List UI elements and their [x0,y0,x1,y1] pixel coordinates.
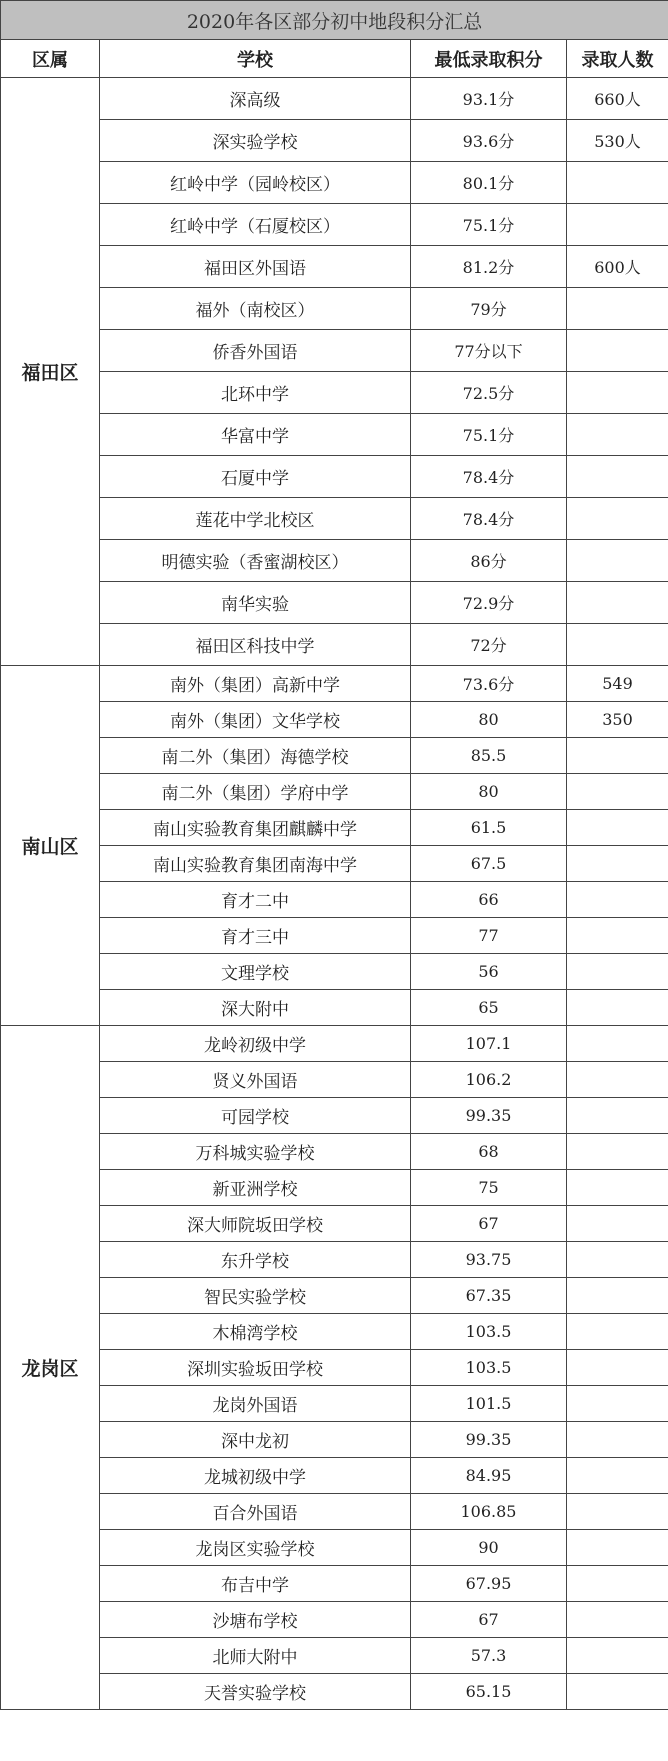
school-cell: 红岭中学（石厦校区） [100,204,411,246]
school-cell: 福田区外国语 [100,246,411,288]
school-cell: 南外（集团）文华学校 [100,702,411,738]
table-row [1,1278,668,1314]
school-cell: 南二外（集团）学府中学 [100,774,411,810]
min-score-cell: 72.5分 [411,372,567,414]
table-row [1,498,668,540]
school-cell: 可园学校 [100,1098,411,1134]
school-cell: 智民实验学校 [100,1278,411,1314]
school-cell: 天誉实验学校 [100,1674,411,1710]
min-score-cell: 67.95 [411,1566,567,1602]
min-score-cell: 67.5 [411,846,567,882]
table-row [1,624,668,666]
admitted-count-cell [567,1350,668,1386]
admitted-count-cell [567,1026,668,1062]
table-row [1,204,668,246]
school-cell: 木棉湾学校 [100,1314,411,1350]
admitted-count-cell [567,372,668,414]
school-cell: 万科城实验学校 [100,1134,411,1170]
school-cell: 东升学校 [100,1242,411,1278]
table-row [1,78,668,120]
admitted-count-cell [567,540,668,582]
header-district: 区属 [1,40,100,78]
admitted-count-cell [567,1566,668,1602]
school-cell: 侨香外国语 [100,330,411,372]
admitted-count-cell [567,882,668,918]
table-row [1,1062,668,1098]
min-score-cell: 61.5 [411,810,567,846]
table-row [1,702,668,738]
table-row [1,1458,668,1494]
admitted-count-cell: 660人 [567,78,668,120]
table-row [1,918,668,954]
table-row [1,246,668,288]
min-score-cell: 72.9分 [411,582,567,624]
school-cell: 百合外国语 [100,1494,411,1530]
district-cell: 龙岗区 [1,1026,100,1710]
admitted-count-cell [567,1242,668,1278]
table-row [1,1242,668,1278]
min-score-cell: 57.3 [411,1638,567,1674]
min-score-cell: 106.85 [411,1494,567,1530]
admitted-count-cell [567,1494,668,1530]
min-score-cell: 86分 [411,540,567,582]
table-row [1,1098,668,1134]
school-cell: 北师大附中 [100,1638,411,1674]
table-row [1,1350,668,1386]
admitted-count-cell [567,1638,668,1674]
table-row [1,738,668,774]
admitted-count-cell [567,582,668,624]
min-score-cell: 77 [411,918,567,954]
min-score-cell: 103.5 [411,1350,567,1386]
table-row [1,1170,668,1206]
table-row [1,1206,668,1242]
district-cell: 南山区 [1,666,100,1026]
min-score-cell: 75 [411,1170,567,1206]
school-cell: 沙塘布学校 [100,1602,411,1638]
header-admitted-count: 录取人数 [567,40,668,78]
admitted-count-cell [567,846,668,882]
admitted-count-cell [567,954,668,990]
admitted-count-cell [567,1206,668,1242]
table-row [1,1026,668,1062]
min-score-cell: 75.1分 [411,204,567,246]
admitted-count-cell [567,162,668,204]
admitted-count-cell [567,414,668,456]
min-score-cell: 85.5 [411,738,567,774]
table-row [1,1674,668,1710]
table-row [1,540,668,582]
min-score-cell: 65.15 [411,1674,567,1710]
table-title: 2020年各区部分初中地段积分汇总 [1,1,668,40]
school-cell: 北环中学 [100,372,411,414]
table-row [1,846,668,882]
min-score-cell: 84.95 [411,1458,567,1494]
school-cell: 深大附中 [100,990,411,1026]
table-row [1,162,668,204]
min-score-cell: 73.6分 [411,666,567,702]
admitted-count-cell [567,1170,668,1206]
min-score-cell: 65 [411,990,567,1026]
school-cell: 深大师院坂田学校 [100,1206,411,1242]
school-cell: 布吉中学 [100,1566,411,1602]
min-score-cell: 80 [411,702,567,738]
table-row [1,456,668,498]
min-score-cell: 75.1分 [411,414,567,456]
admitted-count-cell [567,774,668,810]
min-score-cell: 93.6分 [411,120,567,162]
admitted-count-cell: 549 [567,666,668,702]
school-cell: 南二外（集团）海德学校 [100,738,411,774]
table-row [1,1422,668,1458]
school-cell: 文理学校 [100,954,411,990]
district-cell: 福田区 [1,78,100,666]
admitted-count-cell [567,738,668,774]
min-score-cell: 68 [411,1134,567,1170]
min-score-cell: 66 [411,882,567,918]
admitted-count-cell [567,1422,668,1458]
admitted-count-cell [567,810,668,846]
table-row [1,120,668,162]
school-cell: 深实验学校 [100,120,411,162]
admitted-count-cell [567,1134,668,1170]
table-row [1,1314,668,1350]
min-score-cell: 106.2 [411,1062,567,1098]
table-row [1,1638,668,1674]
admitted-count-cell [567,498,668,540]
school-cell: 福外（南校区） [100,288,411,330]
admitted-count-cell [567,1530,668,1566]
min-score-cell: 107.1 [411,1026,567,1062]
table-row [1,414,668,456]
school-cell: 龙岭初级中学 [100,1026,411,1062]
school-cell: 龙城初级中学 [100,1458,411,1494]
school-cell: 深圳实验坂田学校 [100,1350,411,1386]
admitted-count-cell: 600人 [567,246,668,288]
table-row [1,330,668,372]
table-row [1,288,668,330]
admitted-count-cell [567,1062,668,1098]
admitted-count-cell: 350 [567,702,668,738]
table-row [1,1566,668,1602]
admitted-count-cell [567,1674,668,1710]
min-score-cell: 103.5 [411,1314,567,1350]
table-row [1,810,668,846]
min-score-cell: 67 [411,1206,567,1242]
admitted-count-cell [567,1386,668,1422]
school-cell: 红岭中学（园岭校区） [100,162,411,204]
min-score-cell: 80.1分 [411,162,567,204]
min-score-cell: 72分 [411,624,567,666]
admitted-count-cell [567,204,668,246]
admitted-count-cell [567,1458,668,1494]
table-row [1,1134,668,1170]
min-score-cell: 99.35 [411,1098,567,1134]
min-score-cell: 90 [411,1530,567,1566]
table-row [1,1386,668,1422]
school-cell: 龙岗外国语 [100,1386,411,1422]
table-row [1,1602,668,1638]
school-cell: 贤义外国语 [100,1062,411,1098]
table-row [1,954,668,990]
admitted-count-cell [567,288,668,330]
school-cell: 南华实验 [100,582,411,624]
school-cell: 新亚洲学校 [100,1170,411,1206]
school-cell: 南山实验教育集团南海中学 [100,846,411,882]
admitted-count-cell [567,1278,668,1314]
school-cell: 南山实验教育集团麒麟中学 [100,810,411,846]
min-score-cell: 56 [411,954,567,990]
min-score-cell: 81.2分 [411,246,567,288]
school-cell: 深高级 [100,78,411,120]
admitted-count-cell [567,456,668,498]
admitted-count-cell [567,918,668,954]
admitted-count-cell [567,990,668,1026]
table-row [1,774,668,810]
header-school: 学校 [100,40,411,78]
min-score-cell: 80 [411,774,567,810]
school-cell: 龙岗区实验学校 [100,1530,411,1566]
min-score-cell: 79分 [411,288,567,330]
school-cell: 深中龙初 [100,1422,411,1458]
min-score-cell: 78.4分 [411,456,567,498]
admitted-count-cell: 530人 [567,120,668,162]
school-cell: 育才三中 [100,918,411,954]
min-score-cell: 77分以下 [411,330,567,372]
school-cell: 育才二中 [100,882,411,918]
table-row [1,1530,668,1566]
header-min-score: 最低录取积分 [411,40,567,78]
admitted-count-cell [567,330,668,372]
table-row [1,1494,668,1530]
table-row [1,990,668,1026]
admitted-count-cell [567,1602,668,1638]
school-cell: 石厦中学 [100,456,411,498]
school-cell: 明德实验（香蜜湖校区） [100,540,411,582]
admitted-count-cell [567,624,668,666]
school-cell: 福田区科技中学 [100,624,411,666]
table-row [1,666,668,702]
admitted-count-cell [567,1098,668,1134]
min-score-cell: 93.1分 [411,78,567,120]
admitted-count-cell [567,1314,668,1350]
min-score-cell: 99.35 [411,1422,567,1458]
school-cell: 莲花中学北校区 [100,498,411,540]
min-score-cell: 93.75 [411,1242,567,1278]
min-score-cell: 67.35 [411,1278,567,1314]
min-score-cell: 67 [411,1602,567,1638]
min-score-cell: 101.5 [411,1386,567,1422]
school-cell: 华富中学 [100,414,411,456]
table-row [1,372,668,414]
school-cell: 南外（集团）高新中学 [100,666,411,702]
table-row [1,882,668,918]
table-row [1,582,668,624]
min-score-cell: 78.4分 [411,498,567,540]
